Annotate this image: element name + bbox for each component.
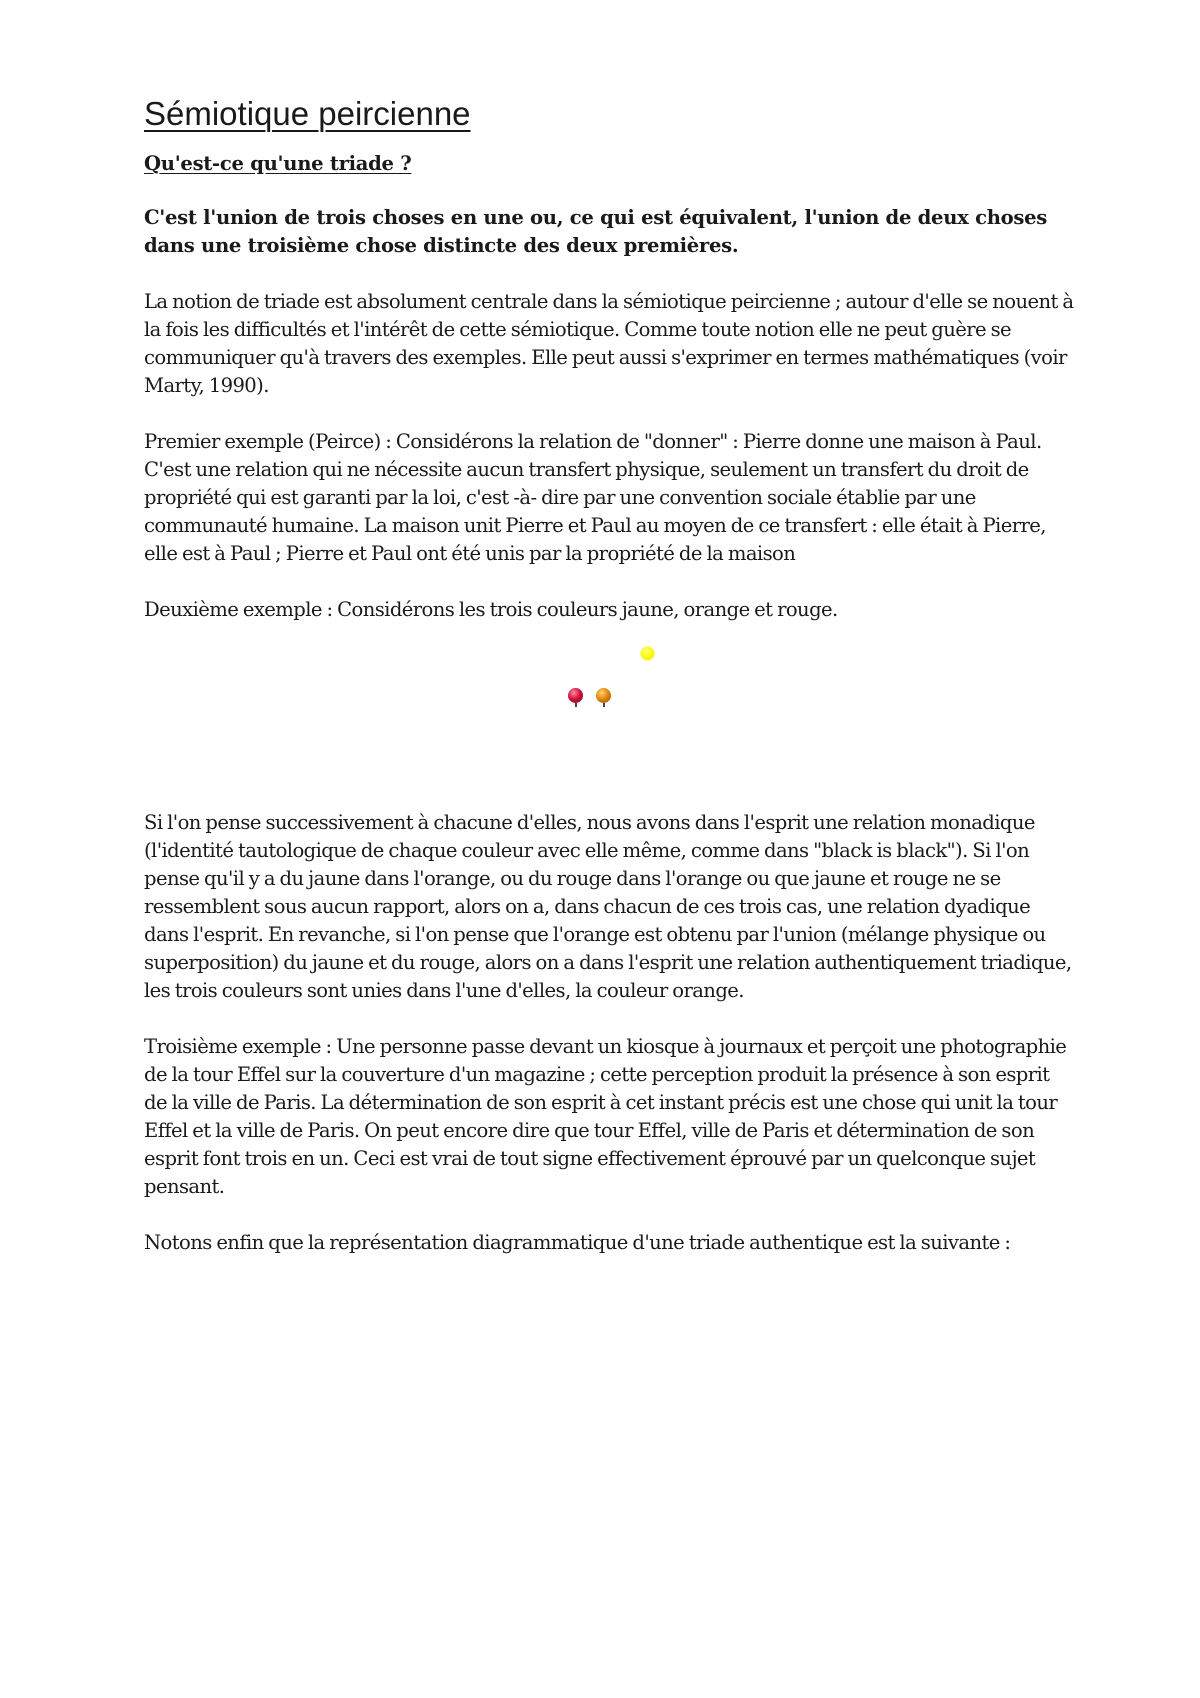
paragraph-example-1: Premier exemple (Peirce) : Considérons la relation de "donner" : Pierre donne une maison à Paul. C'est une relation qui ne nécessite aucun transfert physique, seulement un transfert du droit de propriété qui est garanti par la loi, c'est -à- dire par une convention sociale établie par une communauté humaine. La maison unit Pierre et Paul au moyen de ce transfert : elle était à Pierre, elle est à Paul ; Pierre et Paul ont été unis par la propriété de la maison: [144, 430, 1046, 565]
orange-ball-icon: [596, 688, 611, 703]
red-ball-icon: [568, 688, 583, 703]
paragraph-colors-explanation: Si l'on pense successivement à chacune d'elles, nous avons dans l'esprit une relation monadique (l'identité tautologique de chaque couleur avec elle même, comme dans "black is black"). Si l'on pense qu'il y a du jaune dans l'orange, ou du rouge dans l'orange ou que jaune et rouge ne se ressemblent sous aucun rapport, alors on a, dans chacun de ces trois cas, une relation dyadique dans l'esprit. En revanche, si l'on pense que l'orange est obtenu par l'union (mélange physique ou superposition) du jaune et du rouge, alors on a dans l'esprit une relation authentiquement triadique, les trois couleurs sont unies dans l'une d'elles, la couleur orange.: [144, 811, 1072, 1002]
yellow-ball-icon: [641, 647, 654, 660]
triade-definition: C'est l'union de trois choses en une ou, ce qui est équivalent, l'union de deux choses dans une troisième chose distincte des deux premières.: [144, 206, 1048, 257]
color-balls-figure: [144, 624, 1074, 779]
document-page: [144, 86, 1074, 1257]
section-heading: Qu'est-ce qu'une triade ?: [144, 152, 412, 175]
paragraph-intro: La notion de triade est absolument centrale dans la sémiotique peircienne ; autour d'elle se nouent à la fois les difficultés et l'intérêt de cette sémiotique. Comme toute notion elle ne peut guère se communiquer qu'à travers des exemples. Elle peut aussi s'exprimer en termes mathématiques (voir Marty, 1990).: [144, 290, 1074, 397]
paragraph-example-2: Deuxième exemple : Considérons les trois couleurs jaune, orange et rouge.: [144, 598, 838, 621]
page-title: Sémiotique peircienne: [144, 95, 471, 132]
paragraph-conclusion: Notons enfin que la représentation diagrammatique d'une triade authentique est la suivante :: [144, 1231, 1011, 1254]
paragraph-example-3: Troisième exemple : Une personne passe devant un kiosque à journaux et perçoit une photographie de la tour Effel sur la couverture d'un magazine ; cette perception produit la présence à son esprit de la ville de Paris. La détermination de son esprit à cet instant précis est une chose qui unit la tour Effel et la ville de Paris. On peut encore dire que tour Effel, ville de Paris et détermination de son esprit font trois en un. Ceci est vrai de tout signe effectivement éprouvé par un quelconque sujet pensant.: [144, 1035, 1067, 1198]
